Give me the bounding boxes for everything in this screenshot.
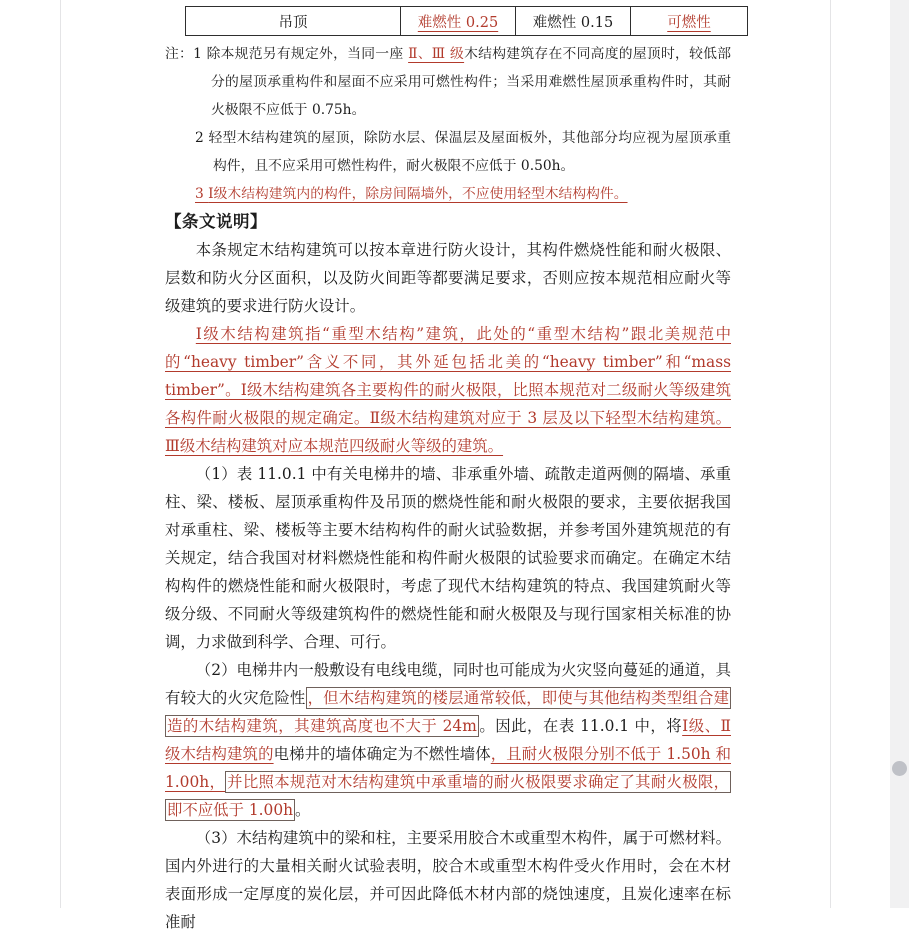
table-cell (186, 7, 401, 36)
scrollbar-track[interactable] (890, 0, 909, 908)
note-item (165, 180, 731, 208)
table-cell (516, 7, 631, 36)
paragraph (165, 236, 731, 320)
text-run: 难燃性 0.15 (532, 14, 614, 31)
doc-paragraphs (165, 236, 731, 936)
text-run: 轻型木结构建筑的屋顶，除防水层、保温层及屋面板外，其他部分均应视为屋顶承重构件，且不应采用可燃性构件，耐火极限不应低于 0.50h。 (208, 130, 731, 174)
document-page (165, 0, 731, 936)
revision-underline-text: ，且耐火极限分别不低于 1.50h 和 1.00h， (165, 745, 731, 791)
text-run: 。 (295, 801, 311, 819)
text-run: 本条规定木结构建筑可以按本章进行防火设计，其构件燃烧性能和耐火极限、层数和防火分区面积，以及防火间距等都要满足要求，否则应按本规范相应耐火等级建筑的要求进行防火设计。 (165, 241, 731, 315)
text-run: 除本规范另有规定外，当同一座 (206, 46, 409, 62)
fire-resistance-table (185, 6, 748, 36)
text-run: 电梯井的墙体确定为不燃性墙体 (273, 745, 491, 763)
commentary-heading: 【条文说明】 (165, 212, 267, 231)
table-cell (401, 7, 516, 36)
text-run: （3）木结构建筑中的梁和柱，主要采用胶合木或重型木构件，属于可燃材料。国内外进行的大量相关耐火试验表明，胶合木或重型木构件受火作用时，会在木材表面形成一定厚度的炭化层，并可因此降低木材内部的烧蚀速度，且炭化速率在标准耐 (165, 829, 731, 931)
text-run: （1）表 11.0.1 中有关电梯井的墙、非承重外墙、疏散走道两侧的隔墙、承重柱、梁、楼板、屋顶承重构件及吊顶的燃烧性能和耐火极限的要求，主要依据我国对承重柱、梁、楼板等主要木结构构件的耐火试验数据，并参考国外建筑规范的有关规定，结合我国对材料燃烧性能和构件耐火极限的试验要求而确定。在确定木结构构件的燃烧性能和耐火极限时，考虑了现代木结构建筑的特点、我国建筑耐火等级分级、不同耐火等级建筑构件的燃烧性能和耐火极限及与现行国家相关标准的协调，力求做到科学、合理、可行。 (165, 465, 731, 651)
table-notes (165, 40, 731, 208)
revision-underline-text: I级、Ⅱ 级木结构建筑的 (165, 717, 731, 763)
text-run: （2）电梯井内一般敷设有电线电缆，同时也可能成为火灾竖向蔓延的通道，具有较大的火灾危险性 (165, 661, 731, 707)
note-item (165, 124, 731, 180)
paragraph (165, 656, 731, 824)
revision-underline-text: I级木结构建筑指“重型木结构”建筑，此处的“重型木结构”跟北美规范中的“heavy timber”含义不同，其外延包括北美的“heavy timber”和“mass timber”。I级木结构建筑各主要构件的耐火极限，比照本规范对二级耐火等级建筑各构件耐火极限的规定确定。Ⅱ级木结构建筑对应于 3 层及以下轻型木结构建筑。Ⅲ级木结构建筑对应本规范四级耐火等级的建筑。 (165, 325, 731, 455)
paragraph (165, 320, 731, 460)
revision-underline-text: 可燃性 (667, 14, 711, 31)
page-edge-right (830, 0, 831, 908)
note-item (165, 40, 731, 124)
note-number: 3 (195, 186, 209, 202)
revision-boxed-text: ，但木结构建筑的楼层通常较低，即使与其他结构类型组合建造的木结构建筑，其建筑高度也不大于 24m (167, 689, 729, 735)
note-number: 注：1 (165, 46, 207, 62)
text-run: 。因此，在表 11.0.1 中，将 (478, 717, 683, 735)
paragraph (165, 824, 731, 936)
scrollbar-thumb[interactable] (892, 761, 907, 776)
note-number: 2 (195, 130, 209, 146)
revision-underline-text: 难燃性 0.25 (417, 14, 499, 31)
paragraph (165, 460, 731, 656)
revision-boxed-text: 并比照本规范对木结构建筑中承重墙的耐火极限要求确定了其耐火极限，即不应低于 1.00h (167, 773, 729, 819)
revision-underline-text: I级木结构建筑内的构件，除房间隔墙外，不应使用轻型木结构构件。 (208, 186, 628, 202)
page-edge-left (60, 0, 61, 908)
table-row (186, 7, 748, 36)
revision-underline-text: Ⅱ、Ⅲ 级 (408, 46, 465, 62)
text-run: 吊顶 (278, 14, 308, 31)
text-run: 木结构建筑存在不同高度的屋顶时，较低部分的屋顶承重构件和屋面不应采用可燃性构件；当采用难燃性屋顶承重构件时，其耐火极限不应低于 0.75h。 (211, 46, 732, 118)
table-cell (631, 7, 748, 36)
